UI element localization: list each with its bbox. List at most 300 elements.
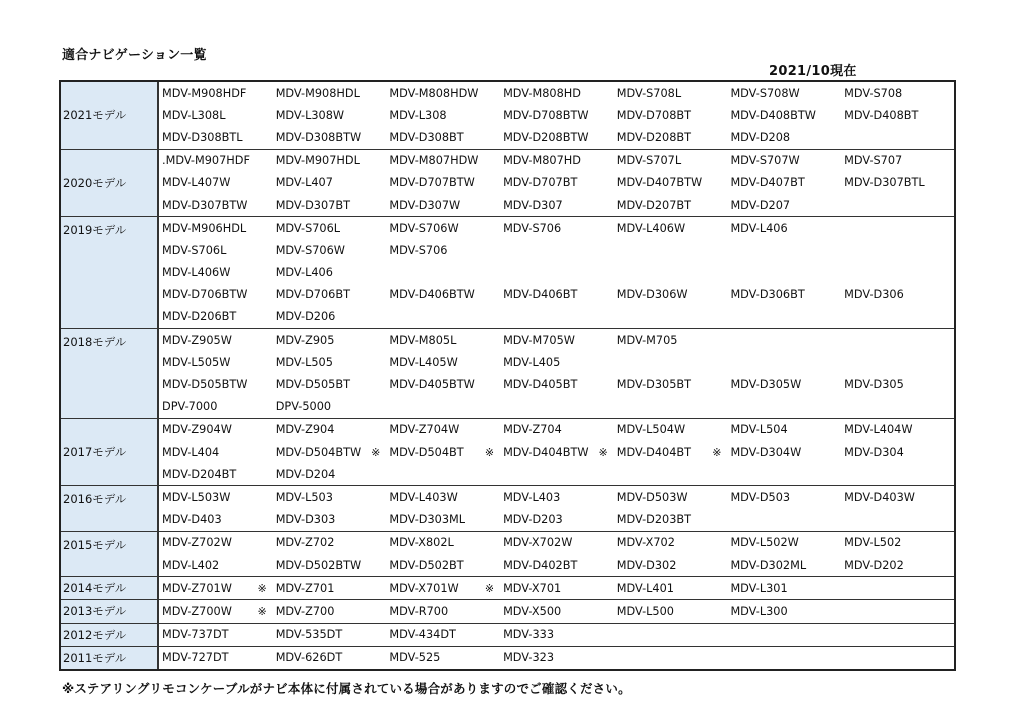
year-block (61, 577, 954, 600)
model-name: MDV-S708L (616, 86, 682, 100)
model-cell (159, 176, 273, 189)
model-name: MDV-X702 (616, 536, 675, 550)
model-name: MDV-L406W (162, 266, 231, 280)
model-name: MDV-L504 (730, 423, 788, 437)
year-block (61, 600, 954, 623)
model-name: MDV-L402 (162, 558, 220, 572)
model-cell (273, 651, 387, 664)
model-name: MDV-D502BT (389, 558, 464, 572)
model-cell (273, 244, 387, 257)
model-name: MDV-S708W (730, 86, 800, 100)
model-name: MDV-L405 (503, 355, 561, 369)
model-cell (727, 87, 841, 100)
model-cell (386, 176, 500, 189)
model-row (159, 647, 955, 669)
model-name: MDV-S706L (275, 221, 341, 235)
model-name: MDV-X802L (389, 536, 454, 550)
model-cell (614, 536, 728, 549)
model-cell (386, 446, 500, 459)
model-name: MDV-S706 (503, 221, 562, 235)
model-name: MDV-M805L (389, 333, 457, 347)
model-cell (727, 288, 841, 301)
model-cell (159, 400, 273, 413)
model-cell (273, 199, 387, 212)
model-row (159, 396, 955, 418)
year-label-text: 2020モデル (63, 175, 127, 190)
model-name: MDV-L404 (162, 445, 220, 459)
model-cell (273, 310, 387, 323)
document-title: 適合ナビゲーション一覧 (62, 48, 207, 63)
model-name: MDV-L500 (616, 604, 674, 618)
model-cell (159, 222, 273, 235)
model-list (159, 217, 955, 328)
model-name: MDV-Z702W (162, 536, 232, 550)
model-cell (386, 582, 500, 595)
model-name: MDV-L301 (730, 581, 788, 595)
model-name: MDV-626DT (275, 651, 343, 665)
model-cell (500, 199, 614, 212)
year-label-text: 2012モデル (63, 627, 127, 642)
model-cell (386, 513, 500, 526)
year-label-text: 2013モデル (63, 604, 127, 619)
model-row (159, 104, 955, 126)
model-name: MDV-D706BT (275, 288, 350, 302)
steering-cable-note-mark: ※ (257, 604, 267, 618)
year-block (61, 82, 954, 150)
model-list (159, 532, 955, 576)
model-name: DPV-5000 (275, 400, 332, 414)
model-cell (500, 334, 614, 347)
model-name: MDV-R700 (389, 604, 449, 618)
model-name: MDV-M808HDW (389, 86, 479, 100)
model-cell (386, 288, 500, 301)
model-cell (727, 199, 841, 212)
model-name: MDV-D306 (844, 288, 904, 302)
model-cell (159, 446, 273, 459)
model-cell (841, 378, 955, 391)
model-name: MDV-L503W (162, 490, 231, 504)
model-name: MDV-D203 (503, 513, 563, 527)
model-name: MDV-D407BT (730, 176, 805, 190)
model-name: MDV-D305BT (616, 378, 692, 392)
model-list (159, 486, 955, 530)
model-name: MDV-L308L (162, 108, 226, 122)
model-cell (159, 582, 273, 595)
model-row (159, 306, 955, 328)
model-cell (500, 222, 614, 235)
model-cell (386, 491, 500, 504)
model-name: MDV-D405BT (503, 378, 578, 392)
model-cell (727, 536, 841, 549)
model-name: MDV-D206 (275, 310, 336, 324)
model-name: MDV-Z904W (162, 423, 232, 437)
model-cell (386, 605, 500, 618)
model-list (159, 150, 955, 217)
year-label-text: 2021モデル (63, 108, 127, 123)
model-cell (500, 131, 614, 144)
model-name: MDV-L401 (616, 581, 674, 595)
model-cell (386, 628, 500, 641)
model-name: MDV-Z701W (162, 581, 232, 595)
model-row (159, 463, 955, 485)
year-block (61, 486, 954, 531)
model-cell (159, 559, 273, 572)
year-label (61, 150, 159, 217)
model-name: MDV-D302 (616, 558, 677, 572)
model-cell (727, 131, 841, 144)
model-name: MDV-S706W (275, 243, 345, 257)
model-cell (614, 334, 728, 347)
model-row (159, 284, 955, 306)
model-cell (159, 378, 273, 391)
model-cell (727, 582, 841, 595)
model-cell (500, 559, 614, 572)
model-row (159, 150, 955, 172)
model-name: MDV-L406W (616, 221, 686, 235)
year-label (61, 419, 159, 486)
year-block (61, 532, 954, 577)
year-block (61, 647, 954, 669)
model-name: MDV-D504BT (389, 445, 464, 459)
year-label (61, 82, 159, 149)
model-cell (500, 87, 614, 100)
model-name: MDV-D307BT (275, 198, 350, 212)
model-name: MDV-S706L (162, 243, 227, 257)
model-cell (386, 109, 500, 122)
model-name: MDV-S707W (730, 154, 800, 168)
year-block (61, 624, 954, 647)
year-label (61, 624, 159, 646)
model-cell (386, 423, 500, 436)
model-row (159, 577, 955, 599)
model-cell (273, 536, 387, 549)
model-name: MDV-M907HDL (275, 154, 360, 168)
model-name: MDV-L406 (275, 266, 333, 280)
model-name: MDV-M908HDL (275, 86, 360, 100)
year-label (61, 600, 159, 622)
model-cell (614, 176, 728, 189)
model-cell (273, 582, 387, 595)
model-name: MDV-L505W (162, 355, 231, 369)
model-name: MDV-D408BT (844, 108, 919, 122)
model-name: DPV-7000 (162, 400, 218, 414)
model-name: MDV-737DT (162, 628, 229, 642)
model-name: MDV-L407W (162, 176, 231, 190)
model-cell (159, 109, 273, 122)
model-list (159, 624, 955, 646)
model-cell (500, 176, 614, 189)
year-block (61, 419, 954, 487)
model-name: MDV-D207BT (616, 198, 692, 212)
steering-cable-note-mark: ※ (257, 581, 267, 595)
model-name: MDV-L504W (616, 423, 686, 437)
model-name: MDV-Z701 (275, 581, 335, 595)
model-cell (273, 87, 387, 100)
model-cell (273, 400, 387, 413)
model-name: MDV-434DT (389, 628, 456, 642)
model-row (159, 172, 955, 194)
model-name: MDV-D406BTW (389, 288, 475, 302)
model-cell (500, 582, 614, 595)
model-name: MDV-X701 (503, 581, 562, 595)
model-cell (386, 536, 500, 549)
model-name: MDV-D207 (730, 198, 791, 212)
model-cell (614, 288, 728, 301)
model-cell (727, 176, 841, 189)
model-name: .MDV-M907HDF (162, 154, 250, 168)
model-cell (386, 199, 500, 212)
model-cell (159, 154, 273, 167)
steering-cable-note-mark: ※ (371, 445, 381, 459)
model-cell (727, 446, 841, 459)
model-name: MDV-S707 (844, 154, 903, 168)
model-cell (500, 423, 614, 436)
model-cell (614, 605, 728, 618)
model-cell (500, 378, 614, 391)
model-name: MDV-D707BTW (389, 176, 475, 190)
model-row (159, 126, 955, 148)
model-name: MDV-D308BT (389, 130, 464, 144)
model-cell (500, 536, 614, 549)
as-of-date: 2021/10現在 (769, 64, 857, 79)
model-name: MDV-727DT (162, 651, 229, 665)
model-name: MDV-D502BTW (275, 558, 362, 572)
model-cell (159, 536, 273, 549)
year-label-text: 2011モデル (63, 650, 127, 665)
model-cell (614, 582, 728, 595)
model-cell (386, 154, 500, 167)
model-name: MDV-D307 (503, 198, 563, 212)
model-row (159, 532, 955, 554)
model-cell (614, 491, 728, 504)
model-cell (159, 310, 273, 323)
model-name: MDV-D308BTW (275, 130, 362, 144)
model-cell (841, 446, 955, 459)
model-name: MDV-D307BTL (844, 176, 925, 190)
model-cell (386, 222, 500, 235)
steering-cable-note-mark: ※ (712, 445, 722, 459)
model-cell (841, 491, 955, 504)
steering-cable-note-mark: ※ (484, 581, 495, 595)
model-cell (159, 244, 273, 257)
model-cell (727, 378, 841, 391)
model-cell (159, 513, 273, 526)
model-name: MDV-Z700 (275, 604, 335, 618)
model-row (159, 600, 955, 622)
model-list (159, 82, 955, 149)
year-block (61, 150, 954, 218)
model-name: MDV-L407 (275, 176, 333, 190)
model-name: MDV-D303 (275, 513, 336, 527)
model-row (159, 82, 955, 104)
model-name: MDV-525 (389, 651, 441, 665)
model-name: MDV-D206BT (162, 310, 237, 324)
model-name: MDV-M906HDL (162, 221, 247, 235)
model-cell (727, 605, 841, 618)
model-name: MDV-D302ML (730, 558, 807, 572)
model-name: MDV-D208BT (616, 130, 692, 144)
model-cell (273, 446, 387, 459)
model-name: MDV-D204BT (162, 467, 237, 481)
model-name: MDV-D402BT (503, 558, 578, 572)
model-name: MDV-M807HDW (389, 154, 479, 168)
model-cell (841, 87, 955, 100)
model-name: MDV-D505BT (275, 378, 350, 392)
model-cell (500, 356, 614, 369)
model-cell (273, 559, 387, 572)
model-cell (273, 131, 387, 144)
model-name: MDV-D305W (730, 378, 802, 392)
model-cell (159, 605, 273, 618)
model-name: MDV-D303ML (389, 513, 466, 527)
model-cell (159, 423, 273, 436)
model-name: MDV-D306W (616, 288, 688, 302)
model-cell (273, 468, 387, 481)
year-label (61, 486, 159, 530)
model-cell (614, 154, 728, 167)
model-cell (500, 154, 614, 167)
model-cell (273, 222, 387, 235)
model-name: MDV-D403W (844, 490, 915, 504)
model-name: MDV-S706W (389, 221, 459, 235)
model-name: MDV-D307W (389, 198, 461, 212)
model-cell (614, 378, 728, 391)
model-name: MDV-L503 (275, 490, 333, 504)
model-cell (273, 334, 387, 347)
model-cell (614, 87, 728, 100)
model-cell (500, 651, 614, 664)
model-cell (159, 131, 273, 144)
model-list (159, 600, 955, 622)
model-name: MDV-D404BT (616, 445, 692, 459)
model-cell (614, 131, 728, 144)
model-cell (159, 356, 273, 369)
model-list (159, 419, 955, 486)
model-row (159, 554, 955, 576)
model-name: MDV-D307BTW (162, 198, 248, 212)
model-cell (273, 266, 387, 279)
model-cell (614, 109, 728, 122)
model-name: MDV-323 (503, 651, 555, 665)
year-label-text: 2019モデル (63, 223, 127, 238)
year-label-text: 2014モデル (63, 581, 127, 596)
model-cell (500, 288, 614, 301)
model-cell (841, 154, 955, 167)
model-name: MDV-D403 (162, 513, 222, 527)
model-cell (841, 109, 955, 122)
model-name: MDV-D504BTW (275, 445, 362, 459)
model-cell (841, 423, 955, 436)
model-name: MDV-L308W (275, 108, 345, 122)
model-cell (841, 176, 955, 189)
model-cell (500, 109, 614, 122)
model-name: MDV-S708 (844, 86, 903, 100)
model-name: MDV-L502W (730, 536, 799, 550)
year-label (61, 217, 159, 328)
year-label-text: 2018モデル (63, 335, 127, 350)
year-label-text: 2017モデル (63, 445, 127, 460)
model-name: MDV-M908HDF (162, 86, 247, 100)
model-cell (614, 559, 728, 572)
model-cell (500, 491, 614, 504)
model-name: MDV-L308 (389, 108, 447, 122)
model-name: MDV-D405BTW (389, 378, 475, 392)
model-name: MDV-S706 (389, 243, 448, 257)
model-cell (273, 109, 387, 122)
model-cell (500, 628, 614, 641)
model-name: MDV-M705 (616, 333, 678, 347)
model-list (159, 329, 955, 418)
model-name: MDV-D305 (844, 378, 904, 392)
model-name: MDV-L300 (730, 604, 788, 618)
model-name: MDV-D503 (730, 490, 791, 504)
model-cell (159, 628, 273, 641)
model-row (159, 624, 955, 646)
model-row (159, 351, 955, 373)
footnote: ※ステアリングリモコンケーブルがナビ本体に付属されている場合がありますのでご確認ください。 (62, 681, 631, 696)
steering-cable-note-mark: ※ (598, 445, 608, 459)
model-name: MDV-L405W (389, 355, 458, 369)
model-cell (727, 491, 841, 504)
year-label (61, 647, 159, 669)
model-row (159, 194, 955, 216)
model-cell (614, 513, 728, 526)
year-label-text: 2015モデル (63, 537, 127, 552)
model-cell (159, 87, 273, 100)
model-name: MDV-D208 (730, 130, 791, 144)
model-cell (386, 244, 500, 257)
year-block (61, 329, 954, 419)
model-row (159, 419, 955, 441)
model-cell (273, 378, 387, 391)
model-cell (273, 605, 387, 618)
model-name: MDV-Z905 (275, 333, 335, 347)
model-row (159, 329, 955, 351)
model-name: MDV-D708BT (616, 108, 692, 122)
model-cell (386, 651, 500, 664)
model-name: MDV-D308BTL (162, 130, 243, 144)
model-cell (273, 288, 387, 301)
model-row (159, 239, 955, 261)
model-cell (500, 446, 614, 459)
model-cell (614, 423, 728, 436)
model-cell (841, 536, 955, 549)
model-name: MDV-D202 (844, 558, 904, 572)
model-list (159, 577, 955, 599)
model-cell (159, 651, 273, 664)
year-label (61, 577, 159, 599)
model-name: MDV-D208BTW (503, 130, 589, 144)
model-name: MDV-Z700W (162, 604, 232, 618)
model-cell (273, 513, 387, 526)
model-cell (614, 199, 728, 212)
model-name: MDV-M807HD (503, 154, 581, 168)
model-name: MDV-L502 (844, 536, 902, 550)
model-name: MDV-L406 (730, 221, 788, 235)
model-name: MDV-D406BT (503, 288, 578, 302)
model-cell (727, 222, 841, 235)
model-name: MDV-Z904 (275, 423, 335, 437)
model-name: MDV-D404BTW (503, 445, 589, 459)
model-cell (386, 87, 500, 100)
model-cell (386, 559, 500, 572)
model-cell (841, 288, 955, 301)
model-name: MDV-L403W (389, 490, 458, 504)
model-name: MDV-333 (503, 628, 555, 642)
model-cell (159, 199, 273, 212)
model-name: MDV-D204 (275, 467, 336, 481)
model-cell (273, 491, 387, 504)
